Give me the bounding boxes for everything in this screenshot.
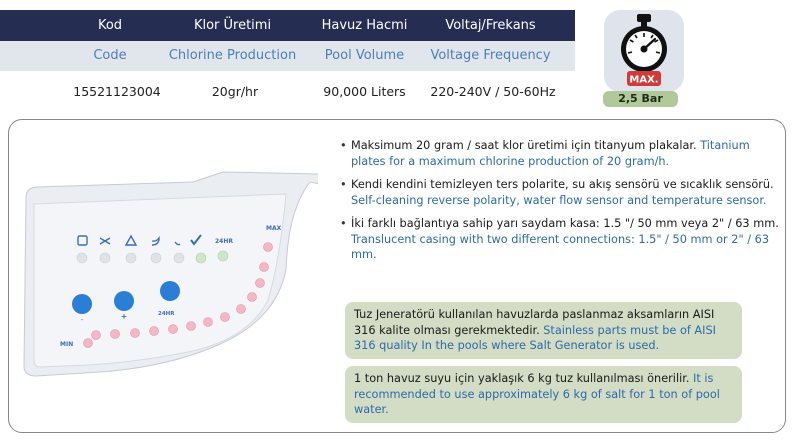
minus-sign-icon: - [80, 316, 84, 324]
status-led-green [218, 251, 228, 261]
level-led [256, 279, 265, 288]
pressure-gauge-icon [615, 14, 673, 90]
header-voltage-tr: Voltaj/Frekans [445, 18, 536, 33]
max-label: MAX [266, 225, 282, 232]
salt-note: 1 ton havuz suyu için yaklaşık 6 kg tuz kullanılması önerilir. It is recommended to use approximately 6 kg of salt for 1 ton of pool water. [345, 366, 742, 423]
value-chlorine: 20gr/hr [211, 84, 259, 99]
header-chlorine-tr: Klor Üretimi [193, 18, 272, 33]
status-led [77, 253, 87, 263]
control-panel-illustration [18, 170, 318, 390]
status-led [174, 253, 184, 263]
level-led [92, 331, 101, 340]
status-led [151, 253, 161, 263]
header-code-tr: Kod [97, 18, 123, 33]
bullet-icon: • [340, 217, 347, 230]
plus-button[interactable] [114, 291, 134, 311]
level-led [169, 325, 178, 334]
button-24hr-label: 24HR [158, 311, 175, 317]
value-volume: 90,000 Liters [323, 84, 406, 99]
header-volume-tr: Havuz Hacmi [321, 18, 408, 33]
level-led [204, 318, 213, 327]
level-led [150, 327, 159, 336]
status-led [126, 253, 136, 263]
feature-item: • İki farklı bağlantıya sahip yarı saydam kasa: 1.5 "/ 50 mm veya 2" / 63 mm. Translucent casing with two different connections: 1.5" / 50 mm or 2" / 63 mm. [340, 217, 779, 261]
stainless-note: Tuz Jeneratörü kullanılan havuzlarda paslanmaz aksamların AISI 316 kalite olması gerekmektedir. Stainless parts must be of AISI 316 quality In the pools where Salt Generator is used. [345, 302, 742, 359]
24hr-button[interactable] [160, 281, 180, 301]
top-24hr-label: 24HR [215, 238, 233, 245]
status-led [100, 253, 110, 263]
bullet-icon: • [340, 178, 347, 191]
value-code: 15521123004 [73, 84, 161, 99]
feature-item: • Maksimum 20 gram / saat klor üretimi için titanyum plakalar. Titanium plates for a maximum chlorine production of 20 gram/h. [340, 139, 750, 168]
header-voltage-en: Voltage Frequency [430, 48, 551, 63]
header-chlorine-en: Chlorine Production [168, 48, 297, 63]
min-label: MIN [60, 341, 74, 348]
level-led [221, 313, 230, 322]
header-code-en: Code [93, 48, 127, 63]
level-led [237, 305, 246, 314]
level-led [84, 339, 93, 348]
feature-list [340, 138, 780, 271]
max-pressure-label: MAX. [629, 74, 659, 86]
level-led [248, 293, 257, 302]
pressure-value: 2,5 Bar [603, 91, 678, 107]
level-led [187, 322, 196, 331]
status-led-green [196, 253, 206, 263]
feature-item: • Kendi kendini temizleyen ters polarite, su akış sensörü ve sıcaklık sensörü. Self-cleaning reverse polarity, water flow sensor and temperature sensor. [340, 178, 774, 207]
level-led [131, 329, 140, 338]
value-voltage: 220-240V / 50-60Hz [430, 84, 556, 99]
plus-sign-icon: + [120, 312, 128, 321]
level-led [264, 243, 273, 252]
header-volume-en: Pool Volume [324, 48, 405, 63]
minus-button[interactable] [72, 294, 92, 314]
level-led [111, 330, 120, 339]
level-led [260, 263, 269, 272]
bullet-icon: • [340, 139, 347, 152]
